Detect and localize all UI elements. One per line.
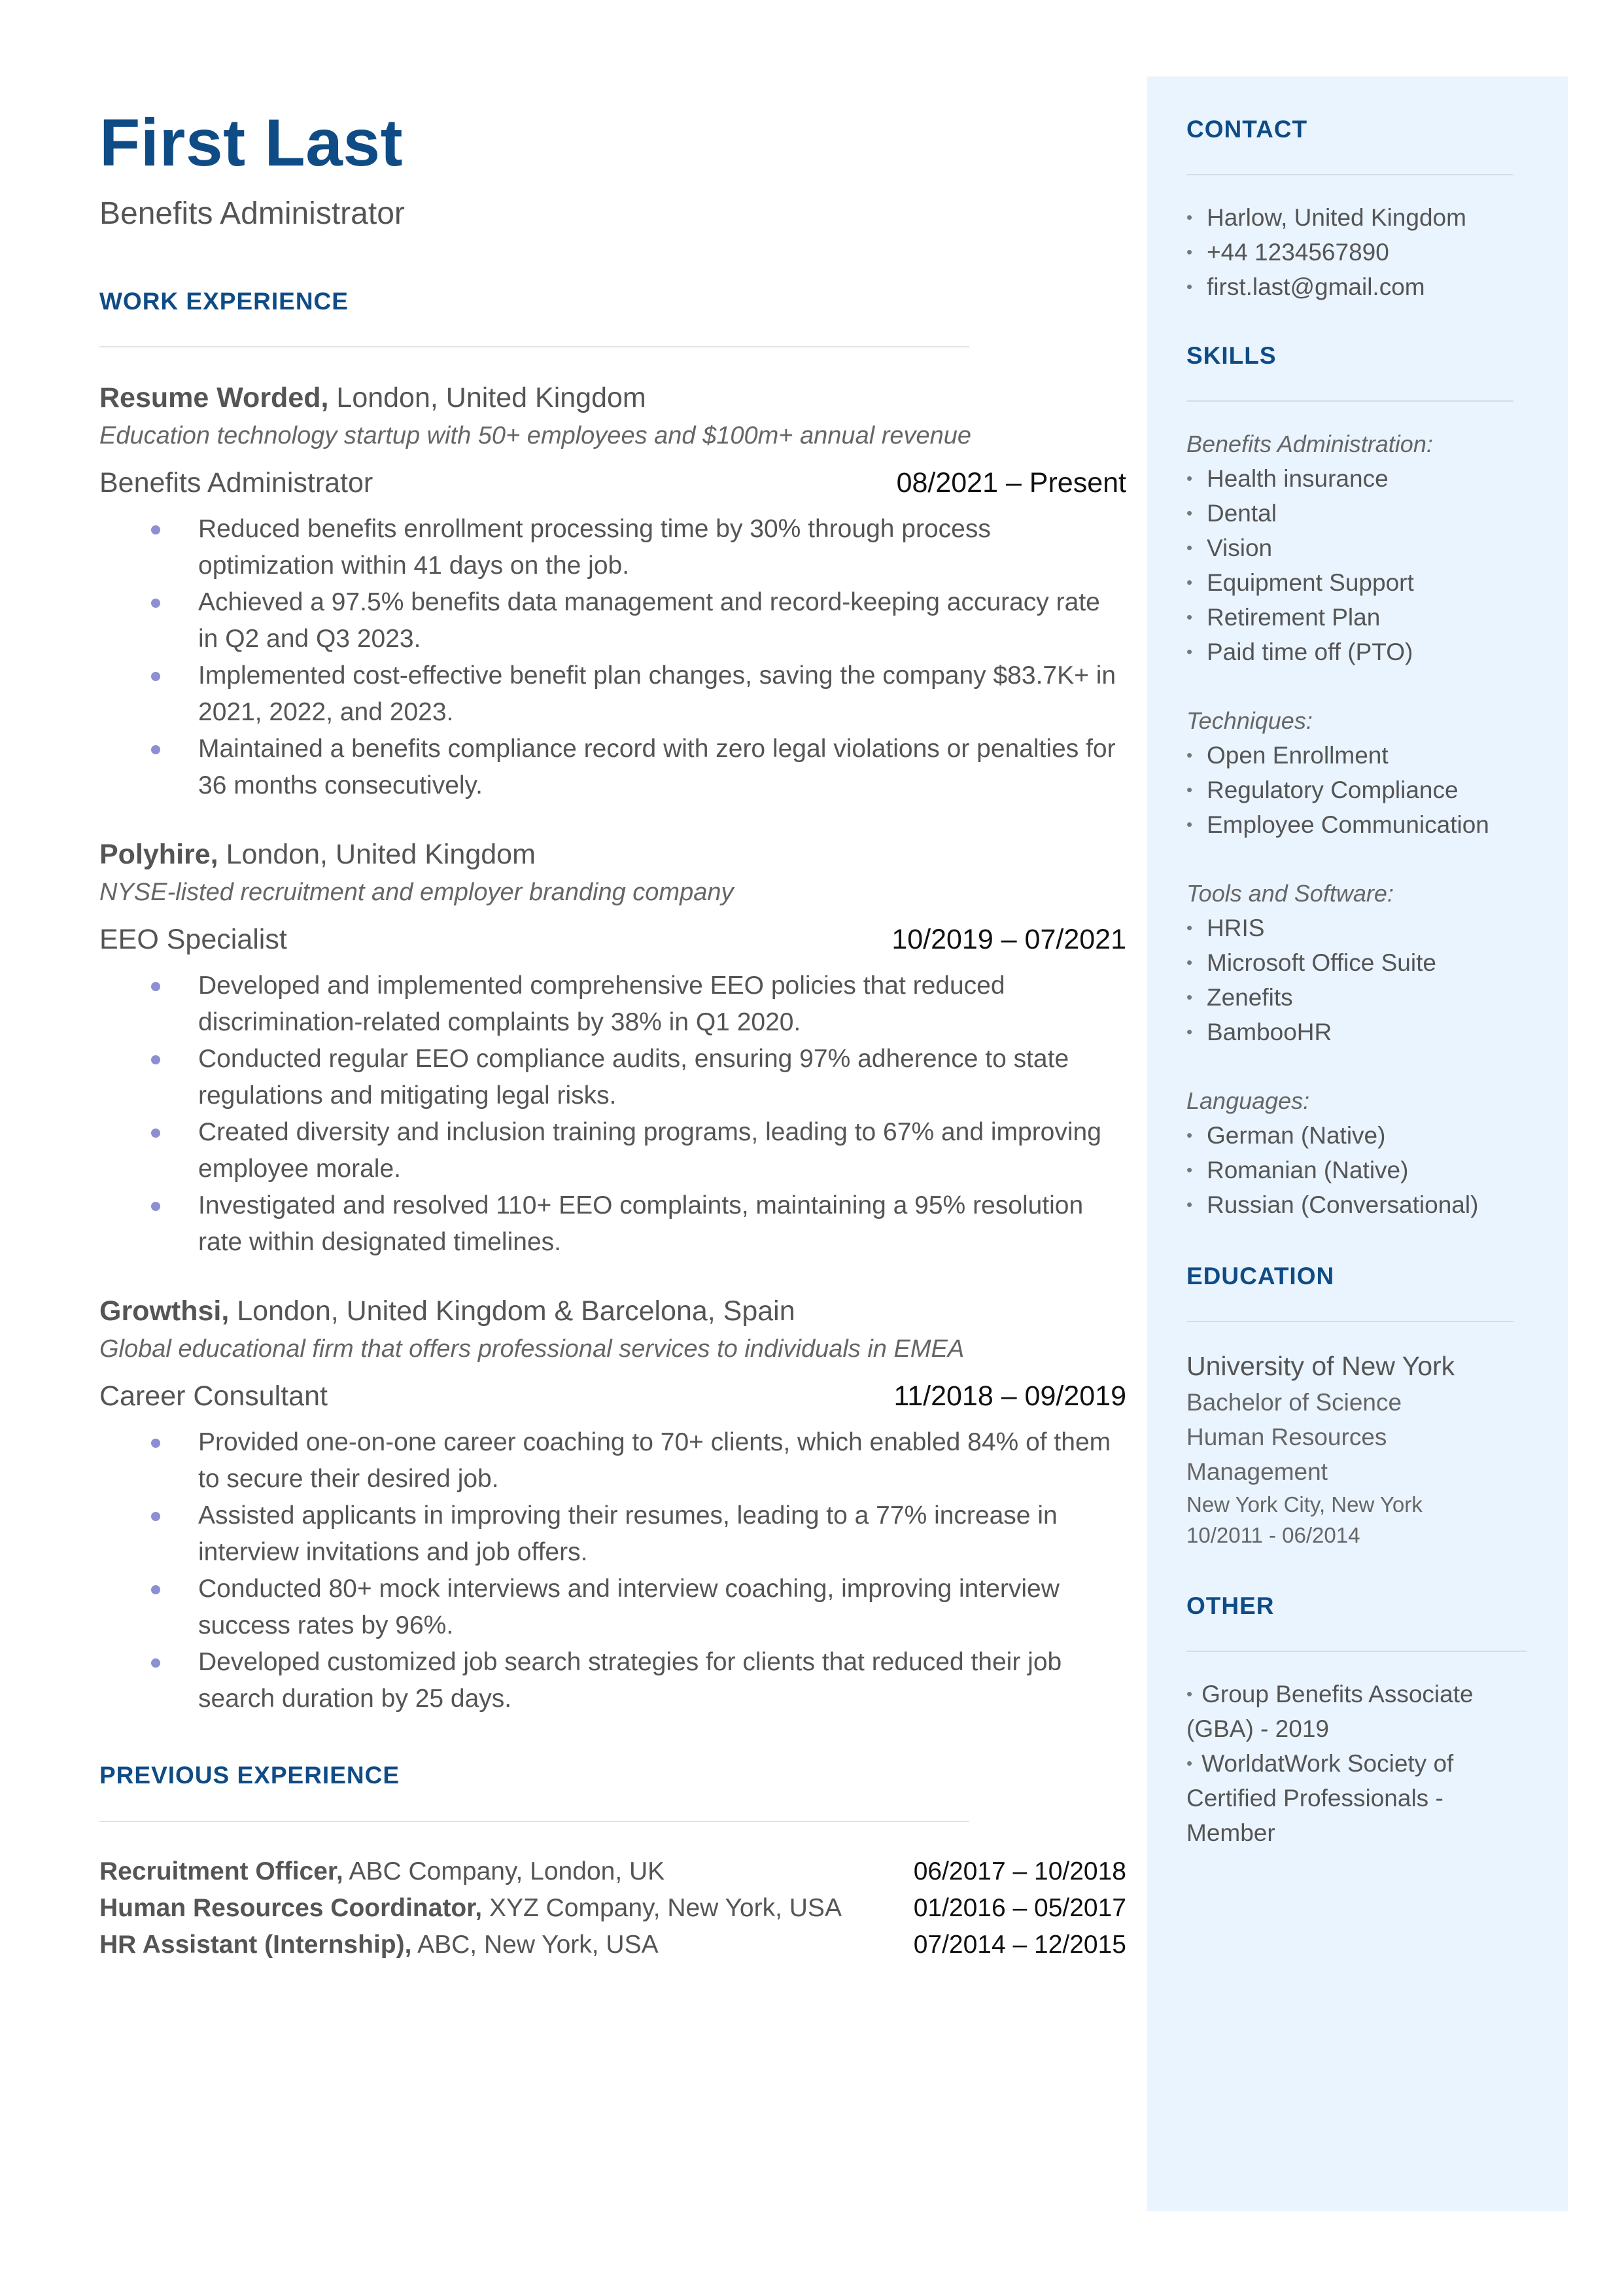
company-location: London, United Kingdom — [218, 839, 536, 871]
achievement-text: Conducted regular EEO compliance audits, ensuring 97% adherence to state regulations and mitigating legal risks. — [198, 1045, 1069, 1110]
education-heading: EDUCATION — [1186, 1263, 1335, 1289]
achievement-text: Developed customized job search strategies for clients that reduced their job search duration by 25 days. — [198, 1648, 1062, 1713]
skill-list — [1186, 461, 1513, 669]
achievement-item — [99, 584, 1126, 657]
skill-item: • HRIS — [1186, 911, 1513, 945]
achievement-item — [99, 1187, 1126, 1261]
achievement-item — [99, 657, 1126, 731]
skill-item: • Microsoft Office Suite — [1186, 945, 1513, 980]
achievement-text: Implemented cost-effective benefit plan changes, saving the company $83.7K+ in 2021, 2022, and 2023. — [198, 661, 1116, 727]
achievement-list — [99, 1424, 1126, 1717]
achievement-item — [99, 1041, 1126, 1114]
work-experience-heading: WORK EXPERIENCE — [99, 288, 349, 315]
sidebar — [1147, 77, 1568, 2211]
skill-item: • BambooHR — [1186, 1015, 1513, 1049]
role-line — [99, 920, 1126, 958]
bullet-dot-icon — [151, 1055, 160, 1064]
contact-email: • first.last@gmail.com — [1186, 270, 1513, 304]
skill-list — [1186, 738, 1513, 842]
skill-item: • Vision — [1186, 531, 1513, 565]
skill-item: • Romanian (Native) — [1186, 1153, 1513, 1187]
section-divider — [99, 346, 969, 347]
previous-role-title: Recruitment Officer, — [99, 1857, 343, 1886]
previous-role — [99, 1853, 665, 1890]
education-university: University of New York — [1186, 1351, 1455, 1381]
achievement-text: Conducted 80+ mock interviews and interview coaching, improving interview success rates by 96%. — [198, 1575, 1060, 1640]
sidebar-content — [1186, 116, 1513, 1850]
previous-role — [99, 1927, 659, 1963]
bullet-dot-icon — [151, 1202, 160, 1211]
skill-item: • Paid time off (PTO) — [1186, 635, 1513, 669]
previous-experience-row — [99, 1927, 1126, 1963]
previous-role-dates: 01/2016 – 05/2017 — [913, 1894, 1126, 1923]
skill-group-label: Languages: — [1186, 1087, 1310, 1114]
previous-role-title: HR Assistant (Internship), — [99, 1931, 412, 1959]
company-line — [99, 835, 1126, 873]
role-line — [99, 464, 1126, 502]
skill-group — [1186, 876, 1513, 1049]
skill-group-label: Techniques: — [1186, 707, 1313, 734]
achievement-text: Provided one-on-one career coaching to 70+ clients, which enabled 84% of them to secure their desired job. — [198, 1428, 1111, 1494]
company-name: Growthsi, — [99, 1295, 230, 1327]
skill-list — [1186, 1118, 1513, 1222]
skill-group-label: Benefits Administration: — [1186, 430, 1433, 457]
achievement-text: Assisted applicants in improving their resumes, leading to a 77% increase in interview invitations and job offers. — [198, 1501, 1058, 1567]
achievement-text: Reduced benefits enrollment processing time by 30% through process optimization within 41 days on the job. — [198, 515, 991, 580]
main-column — [99, 105, 1126, 1963]
bullet-dot-icon — [151, 1658, 160, 1668]
skill-item: • Dental — [1186, 496, 1513, 531]
section-divider — [1186, 174, 1513, 175]
achievement-item — [99, 1424, 1126, 1498]
skill-item: • Zenefits — [1186, 980, 1513, 1015]
skill-item: • German (Native) — [1186, 1118, 1513, 1153]
bullet-icon: • — [1186, 1684, 1193, 1704]
previous-experience-heading: PREVIOUS EXPERIENCE — [99, 1762, 400, 1789]
previous-role-dates: 07/2014 – 12/2015 — [913, 1931, 1126, 1959]
section-divider — [1186, 400, 1513, 402]
bullet-dot-icon — [151, 1439, 160, 1448]
job-entry — [99, 835, 1126, 1261]
company-name: Polyhire, — [99, 839, 218, 871]
bullet-dot-icon — [151, 1585, 160, 1594]
achievement-item — [99, 511, 1126, 584]
skills-heading: SKILLS — [1186, 342, 1277, 369]
job-role: Career Consultant — [99, 1380, 328, 1412]
achievement-text: Developed and implemented comprehensive EEO policies that reduced discrimination-related complaints by 38% in Q1 2020. — [198, 972, 1005, 1037]
achievement-item — [99, 1644, 1126, 1717]
other-list — [1186, 1677, 1513, 1850]
skill-group — [1186, 427, 1513, 669]
other-item-text: WorldatWork Society of Certified Professionals - Member — [1186, 1750, 1454, 1846]
job-dates: 08/2021 – Present — [896, 467, 1126, 499]
contact-location: • Harlow, United Kingdom — [1186, 200, 1513, 235]
achievement-list — [99, 511, 1126, 804]
candidate-title: Benefits Administrator — [99, 196, 405, 232]
skill-item: • Health insurance — [1186, 461, 1513, 496]
job-list — [99, 379, 1126, 1717]
previous-role-org: XYZ Company, New York, USA — [482, 1894, 842, 1923]
other-item — [1186, 1677, 1513, 1746]
achievement-item — [99, 968, 1126, 1041]
bullet-dot-icon — [151, 599, 160, 608]
skill-group-label: Tools and Software: — [1186, 880, 1394, 907]
previous-role-title: Human Resources Coordinator, — [99, 1894, 483, 1923]
skill-item: • Employee Communication — [1186, 807, 1513, 842]
previous-role-org: ABC Company, London, UK — [343, 1857, 665, 1886]
education-dates: 10/2011 - 06/2014 — [1186, 1523, 1360, 1547]
contact-phone: • +44 1234567890 — [1186, 235, 1513, 270]
education-entry — [1186, 1347, 1513, 1550]
bullet-dot-icon — [151, 982, 160, 991]
skill-item: • Regulatory Compliance — [1186, 773, 1513, 807]
company-description: Global educational firm that offers professional services to individuals in EMEA — [99, 1335, 965, 1363]
company-location: London, United Kingdom — [328, 382, 646, 414]
achievement-item — [99, 731, 1126, 804]
job-dates: 10/2019 – 07/2021 — [891, 924, 1126, 956]
skill-group — [1186, 1083, 1513, 1222]
contact-heading: CONTACT — [1186, 116, 1308, 143]
achievement-text: Investigated and resolved 110+ EEO complaints, maintaining a 95% resolution rate within designated timelines. — [198, 1191, 1084, 1257]
company-description: NYSE-listed recruitment and employer branding company — [99, 879, 734, 907]
achievement-list — [99, 968, 1126, 1261]
previous-role-org: ABC, New York, USA — [411, 1931, 659, 1959]
candidate-name: First Last — [99, 105, 404, 180]
other-item-text: Group Benefits Associate (GBA) - 2019 — [1186, 1681, 1474, 1742]
other-heading: OTHER — [1186, 1592, 1275, 1619]
previous-role-dates: 06/2017 – 10/2018 — [913, 1857, 1126, 1886]
education-location: New York City, New York — [1186, 1492, 1423, 1516]
company-line — [99, 379, 1126, 417]
role-line — [99, 1377, 1126, 1415]
section-divider — [1186, 1321, 1513, 1322]
previous-role — [99, 1890, 842, 1927]
job-dates: 11/2018 – 09/2019 — [893, 1380, 1126, 1412]
achievement-item — [99, 1114, 1126, 1187]
bullet-dot-icon — [151, 672, 160, 681]
job-entry — [99, 1292, 1126, 1717]
bullet-dot-icon — [151, 1129, 160, 1138]
job-role: EEO Specialist — [99, 924, 287, 956]
company-line — [99, 1292, 1126, 1330]
education-field: Human Resources — [1186, 1424, 1387, 1450]
achievement-item — [99, 1498, 1126, 1571]
achievement-text: Created diversity and inclusion training programs, leading to 67% and improving employee morale. — [198, 1118, 1101, 1183]
education-degree: Bachelor of Science — [1186, 1389, 1402, 1416]
skill-item: • Open Enrollment — [1186, 738, 1513, 773]
bullet-dot-icon — [151, 525, 160, 534]
contact-list — [1186, 200, 1513, 304]
education-field: Management — [1186, 1458, 1328, 1485]
bullet-dot-icon — [151, 745, 160, 754]
skill-item: • Russian (Conversational) — [1186, 1187, 1513, 1222]
achievement-text: Achieved a 97.5% benefits data management and record-keeping accuracy rate in Q2 and Q3 2023. — [198, 588, 1100, 654]
previous-experience-list — [99, 1853, 1126, 1963]
section-divider — [1186, 1651, 1527, 1652]
job-entry — [99, 379, 1126, 804]
skill-group — [1186, 703, 1513, 842]
skill-item: • Retirement Plan — [1186, 600, 1513, 635]
company-name: Resume Worded, — [99, 382, 329, 414]
bullet-icon: • — [1186, 1753, 1193, 1773]
previous-experience-row — [99, 1890, 1126, 1927]
achievement-text: Maintained a benefits compliance record with zero legal violations or penalties for 36 months consecutively. — [198, 735, 1116, 800]
section-divider — [99, 1821, 969, 1822]
other-item — [1186, 1746, 1513, 1850]
company-location: London, United Kingdom & Barcelona, Spain — [229, 1295, 795, 1327]
achievement-item — [99, 1571, 1126, 1644]
skill-item: • Equipment Support — [1186, 565, 1513, 600]
company-description: Education technology startup with 50+ employees and $100m+ annual revenue — [99, 422, 972, 450]
previous-experience-row — [99, 1853, 1126, 1890]
skill-list — [1186, 911, 1513, 1049]
job-role: Benefits Administrator — [99, 467, 373, 499]
bullet-dot-icon — [151, 1512, 160, 1521]
